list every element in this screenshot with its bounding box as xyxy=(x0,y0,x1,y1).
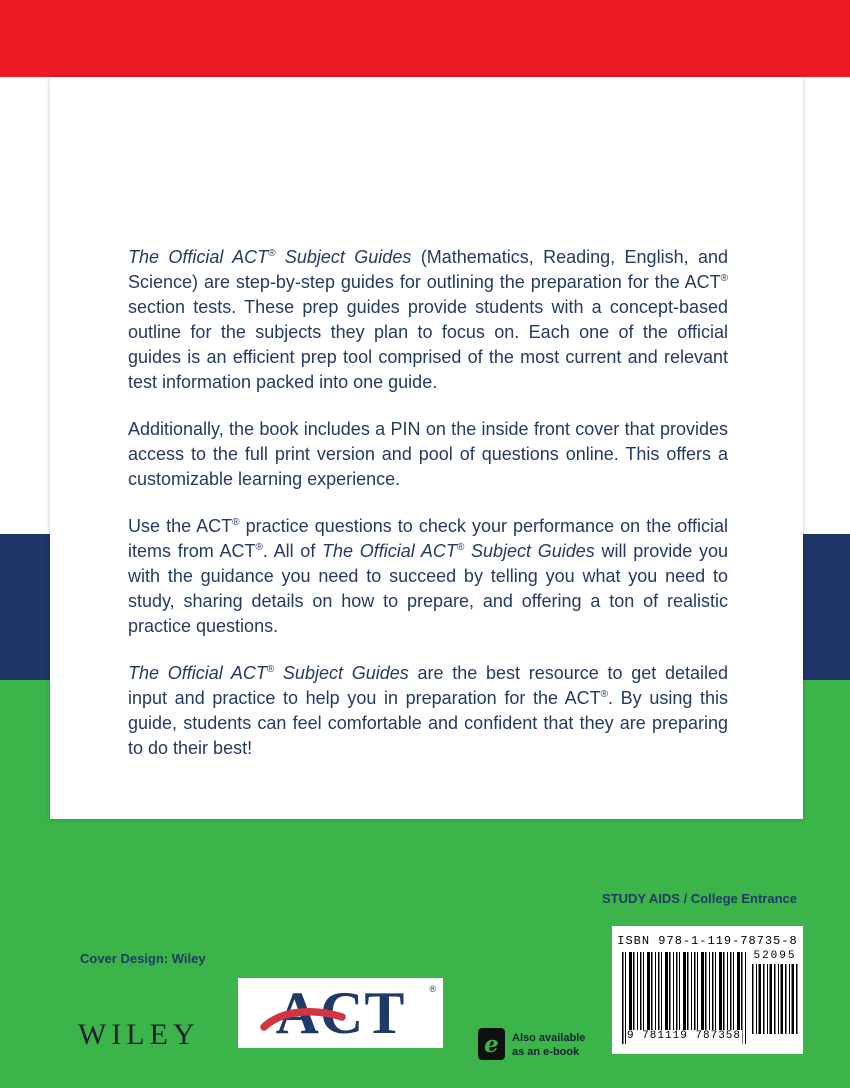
ebook-note-line2: as an e-book xyxy=(512,1046,580,1058)
act-logo-box xyxy=(238,978,443,1048)
isbn-label: ISBN 978-1-119-78735-8 xyxy=(617,934,798,948)
ean-digits: 9 781119 787358 xyxy=(626,1030,742,1042)
body-text xyxy=(128,245,728,783)
ebook-note xyxy=(512,1031,585,1059)
barcode-box xyxy=(612,926,803,1054)
ebook-icon xyxy=(478,1028,505,1060)
act-registered-mark: ® xyxy=(429,984,436,994)
body-paragraph: The Official ACT® Subject Guides are the best resource to get detailed input and practice to help you in preparation for the ACT®. By using this guide, students can feel comfortable and confident that they are preparing to do their best! xyxy=(128,663,729,758)
wiley-logo: WILEY xyxy=(78,1018,200,1051)
body-paragraph: Use the ACT® practice questions to check your performance on the official items from ACT®. All of The Official ACT® Subject Guides will provide you with the guidance you need to succeed by telling you what you need to study, sharing details on how to prepare, and offering a ton of realistic practice questions. xyxy=(128,516,728,636)
body-paragraph: Additionally, the book includes a PIN on the inside front cover that provides access to the full print version and pool of questions online. This offers a customizable learning experience. xyxy=(128,419,728,489)
body-paragraph: The Official ACT® Subject Guides (Mathematics, Reading, English, and Science) are step-by-step guides for outlining the preparation for the ACT® section tests. These prep guides provide students with a concept-based outline for the subjects they plan to focus on. Each one of the official guides is an efficient prep tool comprised of the most current and relevant test information packed into one guide. xyxy=(128,247,728,392)
category-label: STUDY AIDS / College Entrance xyxy=(601,891,797,906)
back-cover-card xyxy=(50,77,803,819)
supplement-barcode xyxy=(752,964,798,1034)
cover-design-credit: Cover Design: Wiley xyxy=(80,951,206,966)
act-logo-text: ACT xyxy=(275,980,406,1046)
ebook-icon-letter: e xyxy=(484,1030,499,1058)
act-swoosh-icon xyxy=(258,1006,350,1032)
price-code: 52095 xyxy=(753,950,797,962)
ebook-note-line1: Also available xyxy=(512,1032,586,1044)
top-red-band xyxy=(0,0,850,77)
